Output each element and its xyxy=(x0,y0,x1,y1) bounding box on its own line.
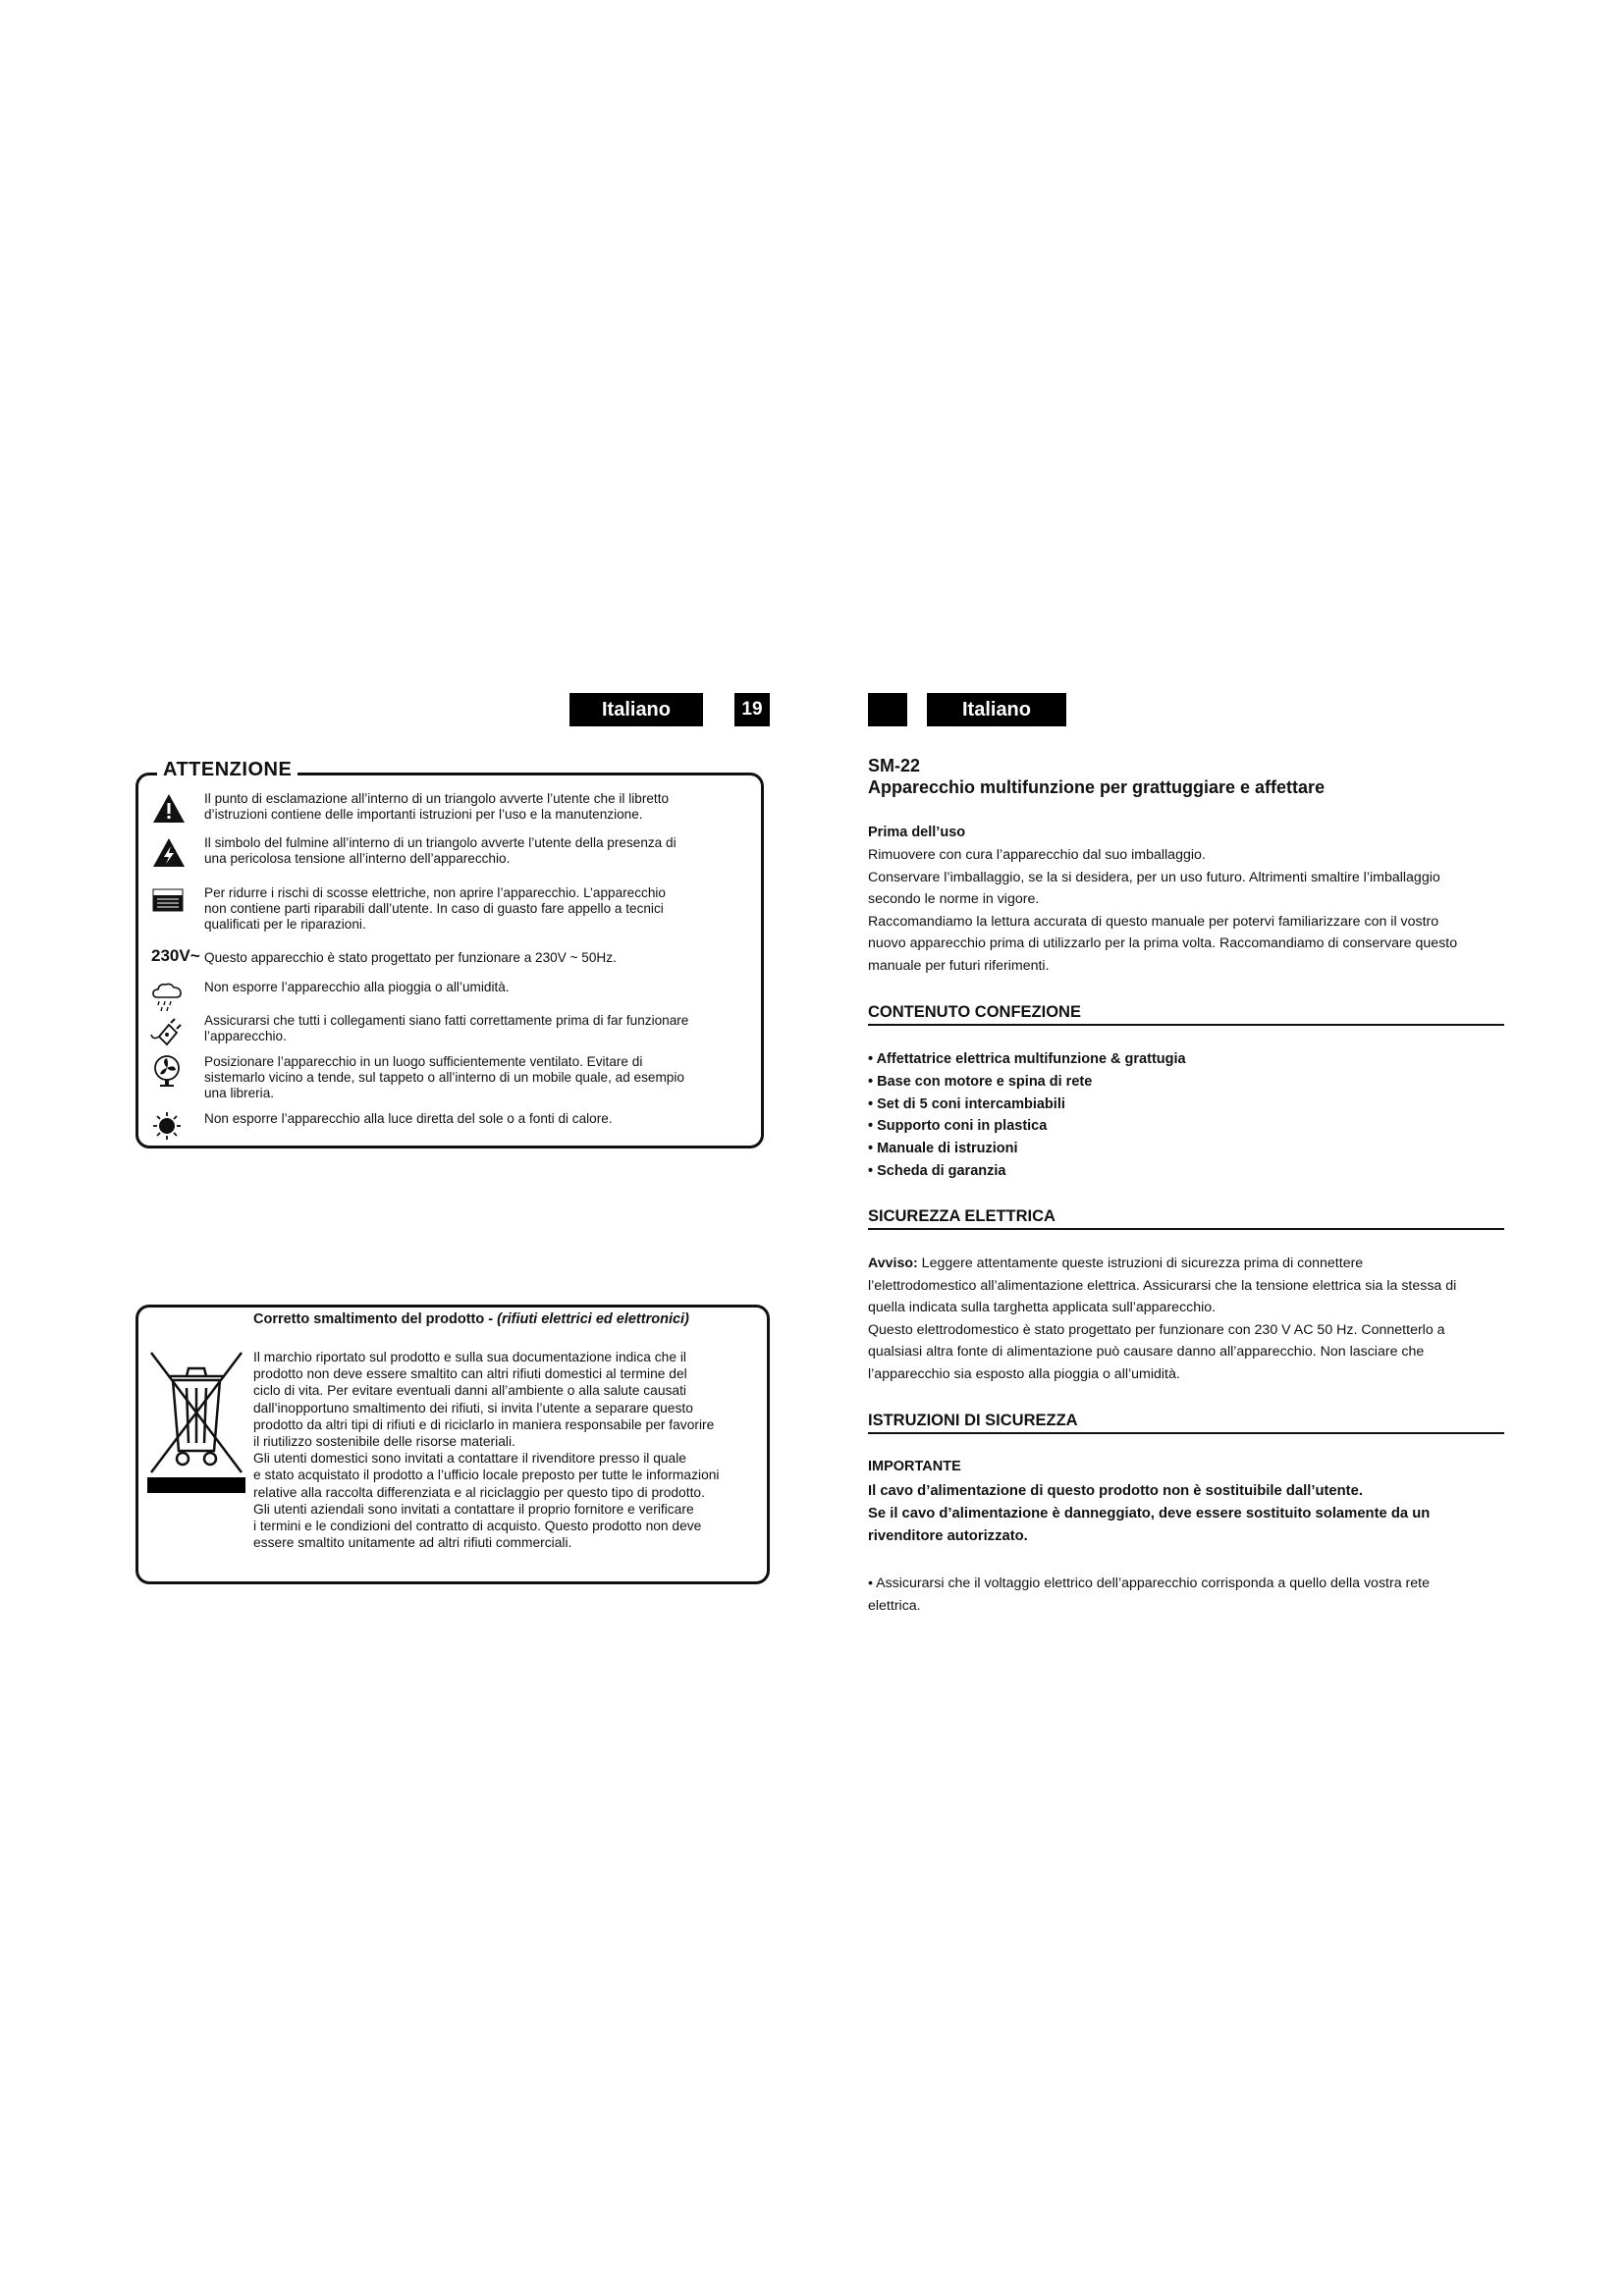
voltage-icon: 230V~ xyxy=(151,946,200,965)
disposal-title-italic: (rifiuti elettrici ed elettronici) xyxy=(497,1311,689,1327)
caution-label-icon xyxy=(147,885,187,919)
contents-heading: CONTENUTO CONFEZIONE xyxy=(868,1003,1504,1026)
electrical-safety-body: Leggere attentamente queste istruzioni di sicurezza prima di connettere l’elettrodomestico all’alimentazione elettrica. Assicurarsi che la tensione elettrica sia la stessa di quella indicata sulla targhetta applicata sull’apparecchio. Questo elettrodomestico è stato progettato per funzionare con 230 V AC 50 Hz. Connetterlo a qualsiasi altra fonte di alimentazione può causare danno all’apparecchio. Non lasciare che l’apparecchio sia esposto alla pioggia o all’umidità. xyxy=(868,1255,1457,1382)
warning-text: Questo apparecchio è stato progettato per funzionare a 230V ~ 50Hz. xyxy=(204,950,617,965)
exclamation-triangle-icon xyxy=(147,791,187,825)
rain-cloud-icon xyxy=(147,980,187,1013)
weee-bar xyxy=(147,1477,245,1493)
fan-ventilation-icon xyxy=(147,1054,187,1088)
cord-warning-text: Il cavo d’alimentazione di questo prodotto non è sostituibile dall’utente. Se il cavo d’alimentazione è danneggiato, deve essere sostituito solamente da un rivenditore autorizzato. xyxy=(868,1483,1431,1544)
warning-text: Assicurarsi che tutti i collegamenti siano fatti correttamente prima di far funzionare l’apparecchio. xyxy=(204,1013,689,1043)
model-number: SM-22 xyxy=(868,756,921,775)
before-use-heading: Prima dell’uso xyxy=(868,825,966,840)
warning-lead: Avviso: xyxy=(868,1255,918,1271)
language-tab-left: Italiano xyxy=(569,693,703,726)
list-item: • Base con motore e spina di rete xyxy=(868,1073,1093,1090)
important-label: IMPORTANTE xyxy=(868,1459,961,1474)
sun-icon xyxy=(147,1111,187,1145)
before-use-text: Rimuovere con cura l’apparecchio dal suo imballaggio. Conservare l’imballaggio, se la si desidera, per un uso futuro. Altrimenti smaltire l’imballaggio secondo le norme in vigore. Raccomandiamo la lettura accurata di questo manuale per potervi familiarizzare con il vostro nuovo apparecchio prima di utilizzarlo per la prima volta. Raccomandiamo di conservare questo manuale per futuri riferimenti. xyxy=(868,847,1458,974)
electrical-safety-text xyxy=(868,1253,1528,1385)
list-item: • Scheda di garanzia xyxy=(868,1162,1006,1179)
voltage-bullet: • Assicurarsi che il voltaggio elettrico dell’apparecchio corrisponda a quello della vostra rete elettrica. xyxy=(868,1575,1430,1614)
list-item: • Supporto coni in plastica xyxy=(868,1118,1048,1135)
list-item: • Manuale di istruzioni xyxy=(868,1141,1018,1157)
warning-text: Il punto di esclamazione all’interno di un triangolo avverte l’utente che il libretto d’istruzioni contiene delle importanti istruzioni per l’uso e la manutenzione. xyxy=(204,791,670,822)
product-subtitle: Apparecchio multifunzione per grattuggiare e affettare xyxy=(868,777,1326,797)
disposal-title-text: Corretto smaltimento del prodotto - xyxy=(253,1311,498,1327)
disposal-text: Il marchio riportato sul prodotto e sulla sua documentazione indica che il prodotto non deve essere smaltito can altri rifiuti domestici al termine del ciclo di vita. Per evitare eventuali danni all’ambiente o alla salute causati dall’inopportuno smaltimento dei rifiuti, si invita l’utente a separare questo prodotto da altri tipi di rifiuti e di riciclarlo in maniera responsabile per favorire il riutilizzo sostenibile delle risorse materiali. Gli utenti domestici sono invitati a contattare il rivenditore presso il quale e stato acquistato il prodotto a l’ufficio locale preposto per tutte le informazioni relative alla raccolta differenziata e al riciclaggio per questo tipo di prodotto. Gli utenti aziendali sono invitati a contattare il proprio fornitore e verificare i termini e le condizioni del contratto di acquisto. Questo prodotto non deve essere smaltito unitamente ad altri rifiuti commerciali. xyxy=(253,1350,720,1551)
list-item: • Set di 5 coni intercambiabili xyxy=(868,1095,1065,1112)
warning-text: Il simbolo del fulmine all’interno di un triangolo avverte l’utente della presenza di una pericolosa tensione all’interno dell’apparecchio. xyxy=(204,835,677,866)
electrical-safety-heading: SICUREZZA ELETTRICA xyxy=(868,1207,1504,1230)
safety-instructions-heading: ISTRUZIONI DI SICUREZZA xyxy=(868,1412,1504,1434)
warning-text: Non esporre l’apparecchio alla luce diretta del sole o a fonti di calore. xyxy=(204,1111,613,1126)
language-tab-right: Italiano xyxy=(927,693,1066,726)
plug-icon xyxy=(147,1013,187,1046)
lightning-triangle-icon xyxy=(147,835,187,869)
warning-text: Per ridurre i rischi di scosse elettriche, non aprire l’apparecchio. L’apparecchio non contiene parti riparabili dall’utente. In caso di guasto fare appello a tecnici qualificati per le riparazioni. xyxy=(204,885,666,932)
disposal-title xyxy=(253,1311,689,1327)
contents-list xyxy=(868,1048,1531,1183)
list-item: • Affettatrice elettrica multifunzione & grattugia xyxy=(868,1051,1186,1067)
warning-text: Non esporre l’apparecchio alla pioggia o all’umidità. xyxy=(204,980,510,994)
crossed-bin-icon xyxy=(147,1347,245,1484)
page-number: 19 xyxy=(734,693,770,726)
warning-title: ATTENZIONE xyxy=(157,759,298,781)
warning-text: Posizionare l’apparecchio in un luogo sufficientemente ventilato. Evitare di sistemarlo vicino a tende, sul tappeto o all’interno di un mobile quale, ad esempio una libreria. xyxy=(204,1054,684,1100)
page-number-blank xyxy=(868,693,907,726)
